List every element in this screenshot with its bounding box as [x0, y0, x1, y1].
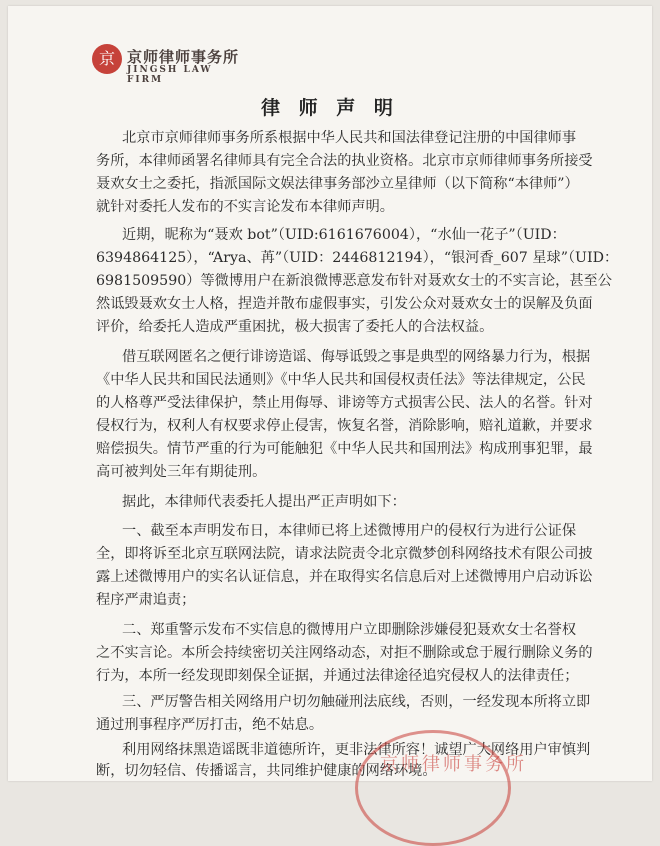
body-line: 侵权行为，权利人有权要求停止侵害，恢复名誉，消除影响，赔礼道歉，并要求 [96, 418, 593, 434]
body-line: 全，即将诉至北京互联网法院，请求法院责令北京微梦创科网络技术有限公司披 [96, 546, 593, 562]
body-line: 6394864125），“Arya、苒”（UID：2446812194），“银河香_607 星球”（UID： [96, 250, 619, 266]
body-line: 务所，本律师函署名律师具有完全合法的执业资格。北京市京师律师事务所接受 [96, 153, 593, 169]
seal-glyph: 京 [98, 49, 115, 68]
body-line: 然诋毁聂欢女士人格，捏造并散布虚假事实，引发公众对聂欢女士的误解及负面 [96, 296, 593, 312]
stamp-text: 京师律师事务所 [380, 754, 527, 775]
body-line: 之不实言论。本所会持续密切关注网络动态，对拒不删除或怠于履行删除义务的 [96, 645, 593, 661]
body-line: 行为，本所一经发现即刻保全证据，并通过法律途径追究侵权人的法律责任； [96, 668, 579, 684]
body-line: 据此，本律师代表委托人提出严正声明如下： [122, 494, 406, 510]
body-line: 二、郑重警示发布不实信息的微博用户立即删除涉嫌侵犯聂欢女士名誉权 [122, 622, 577, 638]
body-line: 高可被判处三年有期徒刑。 [96, 464, 267, 480]
firm-logo [92, 44, 242, 84]
body-line: 北京市京师律师事务所系根据中华人民共和国法律登记注册的中国律师事 [122, 130, 577, 146]
body-line: 通过刑事程序严厉打击，绝不姑息。 [96, 717, 324, 733]
body-line: 就针对委托人发布的不实言论发布本律师声明。 [96, 199, 394, 215]
body-line: 露上述微博用户的实名认证信息，并在取得实名信息后对上述微博用户启动诉讼 [96, 569, 593, 585]
body-line: 借互联网匿名之便行诽谤造谣、侮辱诋毁之事是典型的网络暴力行为，根据 [122, 349, 591, 365]
body-line: 近期，昵称为“聂欢 bot”（UID:6161676004），“水仙一花子”（UID： [122, 227, 566, 243]
body-line: 三、严厉警告相关网络用户切勿触碰刑法底线，否则，一经发现本所将立即 [122, 694, 591, 710]
page-title: 律 师 声 明 [261, 97, 399, 119]
firm-name-cn: 京师律师事务所 [127, 48, 240, 66]
body-line: 6981509590）等微博用户在新浪微博恶意发布针对聂欢女士的不实言论，甚至公 [96, 273, 612, 289]
firm-name-en: JINGSH LAW FIRM [127, 65, 213, 85]
body-line: 断，切勿轻信、传播谣言，共同维护健康的网络环境。 [96, 763, 437, 779]
body-line: 评价，给委托人造成严重困扰，极大损害了委托人的合法权益。 [96, 319, 494, 335]
body-line: 的人格尊严受法律保护，禁止用侮辱、诽谤等方式损害公民、法人的名誉。针对 [96, 395, 593, 411]
body-line: 聂欢女士之委托，指派国际文娱法律事务部沙立星律师（以下简称“本律师”） [96, 176, 579, 192]
body-line: 一、截至本声明发布日，本律师已将上述微博用户的侵权行为进行公证保 [122, 523, 577, 539]
body-line: 赔偿损失。情节严重的行为可能触犯《中华人民共和国刑法》构成刑事犯罪，最 [96, 441, 593, 457]
body-line: 利用网络抹黑造谣既非道德所许，更非法律所容！诚望广大网络用户审慎判 [122, 742, 591, 758]
body-line: 程序严肃追责； [96, 592, 196, 608]
body-line: 《中华人民共和国民法通则》《中华人民共和国侵权责任法》等法律规定，公民 [96, 372, 586, 388]
firm-stamp [355, 730, 511, 846]
